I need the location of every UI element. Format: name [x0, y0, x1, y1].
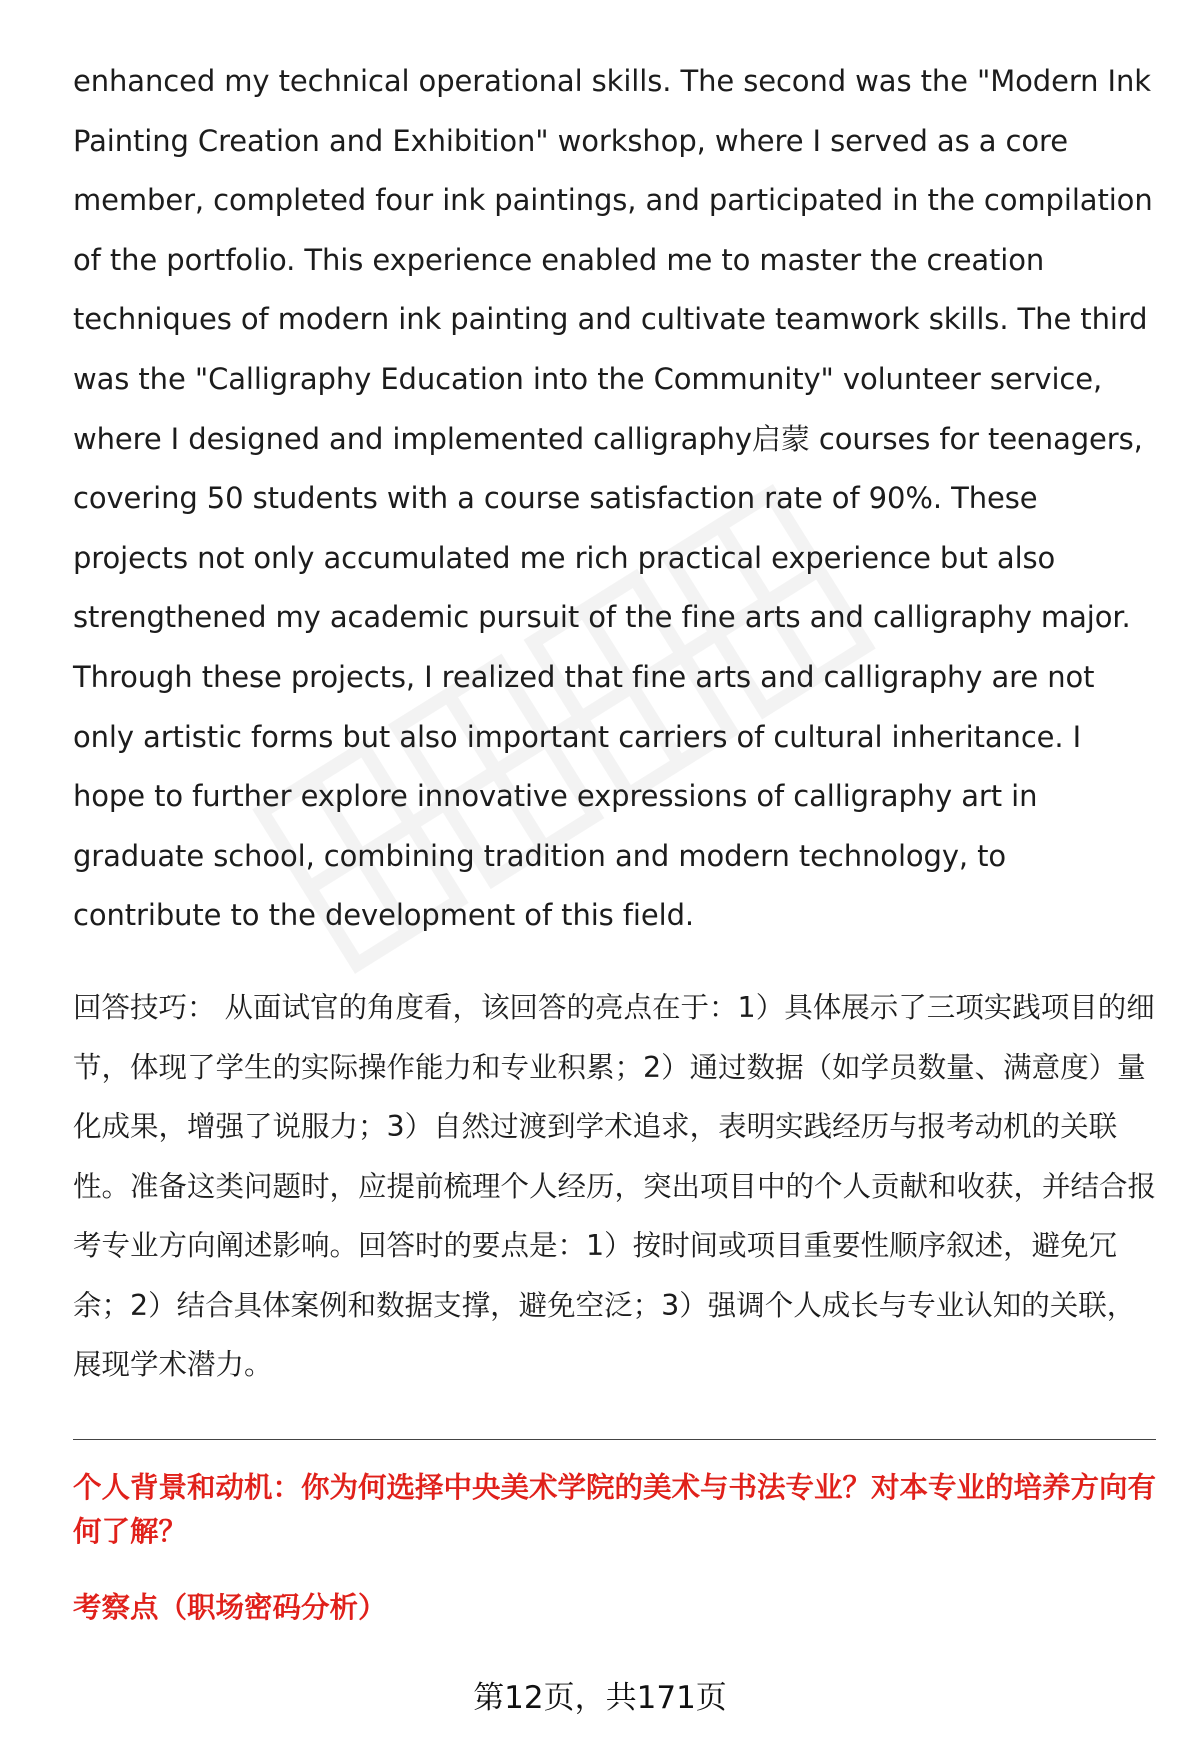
page-number: 第12页，共171页 — [473, 1680, 727, 1716]
answer-english-paragraph: enhanced my technical operational skills. The second was the "Modern Ink Painting Creation and Exhibition" workshop, where I served as a core member, completed four ink paintings, and participated in the compilation of the portfolio. This experience enabled me to master the creation techniques of modern ink painting and cultivate teamwork skills. The third was the "Calligraphy Education into the Community" volunteer service, where I designed and implemented calligraphy启蒙 courses for teenagers, covering 50 students with a course satisfaction rate of 90%. These projects not only accumulated me rich practical experience but also strengthened my academic pursuit of the fine arts and calligraphy major. Through these projects, I realized that fine arts and calligraphy are not only artistic forms but also important carriers of cultural inheritance. I hope to further explore innovative expressions of calligraphy art in graduate school, combining tradition and modern technology, to contribute to the development of this field. — [73, 64, 1153, 933]
assessment-point-label: 考察点（职场密码分析） — [73, 1591, 387, 1624]
section-divider — [73, 1439, 1156, 1440]
answer-tips-paragraph: 回答技巧： 从面试官的角度看，该回答的亮点在于：1）具体展示了三项实践项目的细节，体现了学生的实际操作能力和专业积累；2）通过数据（如学员数量、满意度）量化成果，增强了说服力；3）自然过渡到学术追求，表明实践经历与报考动机的关联性。准备这类问题时，应提前梳理个人经历，突出项目中的个人贡献和收获，并结合报考专业方向阐述影响。回答时的要点是：1）按时间或项目重要性顺序叙述，避免冗余；2）结合具体案例和数据支撑，避免空泛；3）强调个人成长与专业认知的关联，展现学术潜力。 — [73, 991, 1157, 1381]
question-heading: 个人背景和动机：你为何选择中央美术学院的美术与书法专业？对本专业的培养方向有何了解？ — [73, 1471, 1157, 1548]
